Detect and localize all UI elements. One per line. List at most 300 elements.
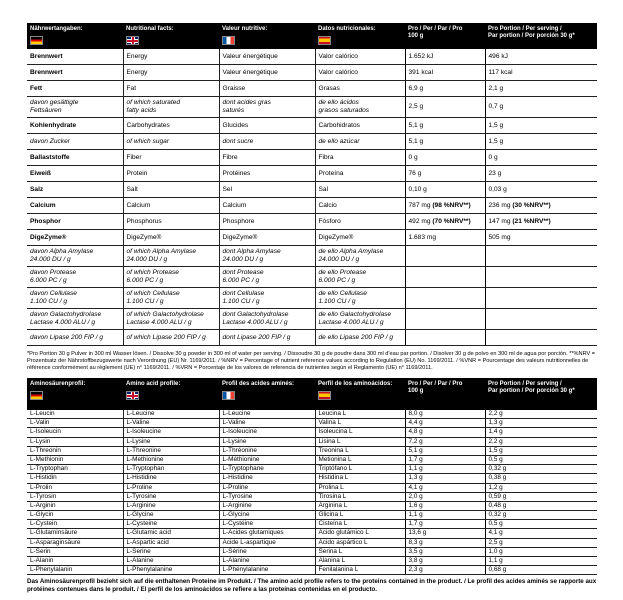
nutrition-cell-text: de ello Galactohydrolase Lactase 4.000 ALU / g — [318, 311, 392, 326]
amino-cell: 3,8 g — [405, 557, 485, 566]
amino-cell: Treonina L — [315, 446, 405, 455]
nutrition-cell-text: of which Alpha Amylase 24.000 DU / g — [126, 248, 197, 263]
amino-cell: Histidina L — [315, 474, 405, 483]
nutrition-row — [27, 65, 597, 81]
nutrition-row — [27, 97, 597, 118]
nutrition-cell-text: Kohlenhydrate — [30, 121, 77, 129]
nutrition-cell — [485, 309, 597, 330]
nutrition-cell-text: Valeur énergétique — [222, 68, 278, 76]
nutrition-cell-text: davon Protease 6.000 PC / g — [30, 269, 77, 284]
nutrition-cell-text: of which Lipase 200 FIP / g — [126, 333, 206, 341]
amino-row — [27, 428, 597, 437]
nutrition-row — [27, 198, 597, 214]
amino-cell: L-Serine — [123, 547, 219, 556]
amino-cell: L-Lysin — [27, 437, 123, 446]
nutrition-cell-text: of which Cellulase 1.100 CU / g — [126, 290, 180, 305]
amino-cell: 7,2 g — [405, 437, 485, 446]
nutrition-cell — [123, 182, 219, 198]
nutrition-row — [27, 118, 597, 134]
nutrition-cell — [485, 81, 597, 97]
amino-row — [27, 419, 597, 428]
nutrition-cell — [485, 65, 597, 81]
amino-cell: L-Proline — [219, 483, 315, 492]
nutrition-cell — [315, 309, 405, 330]
amino-cell: 3,5 g — [405, 547, 485, 556]
nutrition-cell — [27, 81, 123, 97]
nutrition-cell-text: of which saturated fatty acids — [126, 99, 181, 114]
amino-row — [27, 446, 597, 455]
nutrition-cell-text: Carbohidratos — [318, 121, 360, 129]
amino-cell: L-Asparaginsäure — [27, 538, 123, 547]
nutrition-cell — [315, 118, 405, 134]
nutrition-cell — [123, 134, 219, 150]
amino-cell: 4,1 g — [485, 529, 597, 538]
amino-header-label: Pro / Per / Par / Pro 100 g — [408, 381, 463, 394]
amino-cell: Acide L-aspartique — [219, 538, 315, 547]
nutrition-cell — [315, 134, 405, 150]
nutrition-cell-text: Valor calórico — [318, 68, 358, 76]
amino-cell: Fenilalanina L — [315, 566, 405, 575]
nutrition-cell-text: de ello azúcar — [318, 137, 360, 145]
amino-row — [27, 566, 597, 575]
nutrition-cell — [219, 134, 315, 150]
nutrition-cell — [27, 182, 123, 198]
nutrition-cell — [485, 330, 597, 346]
nutrition-cell — [485, 230, 597, 246]
nutrition-cell-text: Salz — [30, 185, 44, 193]
nutrition-cell — [27, 118, 123, 134]
amino-cell: 1,1 g — [405, 511, 485, 520]
nutrition-cell — [27, 267, 123, 288]
nutrition-cell-text: Protéines — [222, 169, 251, 177]
amino-cell: L-Histidine — [219, 474, 315, 483]
nutrition-cell-text: Sel — [222, 185, 233, 193]
amino-cell: L-Sérine — [219, 547, 315, 556]
amino-cell: 2,0 g — [405, 492, 485, 501]
nutrition-cell-text: Fett — [30, 84, 43, 92]
amino-cell: 1,4 g — [485, 428, 597, 437]
amino-cell: L-Arginine — [219, 501, 315, 510]
amino-cell: 2,2 g — [485, 437, 597, 446]
nutrition-cell-text: 6,9 g — [408, 84, 424, 92]
amino-cell: 0,48 g — [485, 501, 597, 510]
amino-row — [27, 520, 597, 529]
nutrition-cell — [405, 134, 485, 150]
amino-header-cell — [405, 378, 485, 410]
nutrition-header-label: Nährwertangaben: — [30, 26, 83, 32]
nutrition-cell — [315, 150, 405, 166]
amino-cell: Arginina L — [315, 501, 405, 510]
nutrition-document — [27, 23, 597, 594]
nutrition-header-label: Valeur nutritive: — [222, 26, 268, 32]
amino-row — [27, 483, 597, 492]
nutrition-cell — [315, 267, 405, 288]
nrv-percent: (21 %NRV**) — [512, 217, 551, 225]
nutrition-cell — [485, 182, 597, 198]
amino-header-row — [27, 378, 597, 410]
nutrition-cell — [123, 214, 219, 230]
amino-cell: Valina L — [315, 419, 405, 428]
nutrition-cell — [123, 118, 219, 134]
nutrition-cell — [405, 166, 485, 182]
nutrition-cell-text: 505 mg — [488, 233, 511, 241]
amino-cell: 0,5 g — [485, 520, 597, 529]
nutrition-cell — [27, 309, 123, 330]
amino-cell: 2,5 g — [485, 538, 597, 547]
nutrition-cell-text: DigeZyme® — [126, 233, 162, 241]
amino-cell: L-Alanine — [219, 557, 315, 566]
nutrition-cell-text: dont Lipase 200 FIP / g — [222, 333, 291, 341]
nutrition-cell-text: Fibre — [222, 153, 238, 161]
amino-row — [27, 437, 597, 446]
nutrition-cell — [219, 118, 315, 134]
nutrition-cell — [405, 246, 485, 267]
amino-cell: 5,1 g — [405, 446, 485, 455]
nutrition-cell — [485, 267, 597, 288]
nutrition-cell — [219, 97, 315, 118]
nutrition-cell — [123, 288, 219, 309]
nutrition-cell-text: of which Galactohydrolase Lactase 4.000 ALU / g — [126, 311, 204, 326]
amino-cell: L-Tryptophan — [27, 465, 123, 474]
nutrition-cell — [405, 65, 485, 81]
nutrition-cell — [485, 134, 597, 150]
nutrition-cell — [315, 97, 405, 118]
amino-cell: 2,2 g — [485, 410, 597, 419]
nutrition-cell-text: Carbohydrates — [126, 121, 170, 129]
nutrition-cell — [405, 214, 485, 230]
amino-cell: 1,3 g — [485, 419, 597, 428]
amino-cell: L-Valin — [27, 419, 123, 428]
amino-cell: L-Histidin — [27, 474, 123, 483]
nutrition-cell — [27, 246, 123, 267]
nutrition-cell-text: davon Cellulase 1.100 CU / g — [30, 290, 77, 305]
nutrition-cell — [219, 182, 315, 198]
nutrition-cell-text: DigeZyme® — [318, 233, 354, 241]
nutrition-cell — [405, 118, 485, 134]
amino-cell: 1,2 g — [485, 483, 597, 492]
amino-header-label: Pro Portion / Per serving / Par portion / Por porción 30 g* — [488, 381, 575, 394]
amino-cell: Alanina L — [315, 557, 405, 566]
amino-cell: 4,1 g — [405, 483, 485, 492]
nutrition-cell-text: Valeur énergétique — [222, 52, 278, 60]
amino-cell: L-Arginine — [123, 501, 219, 510]
nutrition-cell — [405, 330, 485, 346]
nutrition-row — [27, 182, 597, 198]
amino-cell: 2,3 g — [405, 566, 485, 575]
nutrition-cell — [485, 288, 597, 309]
nutrition-cell — [405, 267, 485, 288]
nutrition-cell — [27, 166, 123, 182]
amino-cell: 1,7 g — [405, 455, 485, 464]
amino-cell: L-Acides glutamiques — [219, 529, 315, 538]
nutrition-cell — [219, 150, 315, 166]
nutrition-cell-text: Phosphorus — [126, 217, 162, 225]
amino-cell: L-Threonin — [27, 446, 123, 455]
nutrition-header-cell — [123, 23, 219, 49]
nutrition-cell — [27, 49, 123, 65]
nutrition-cell-text: de ello Lipase 200 FIP / g — [318, 333, 394, 341]
nutrition-header-cell — [315, 23, 405, 49]
amino-cell: Serina L — [315, 547, 405, 556]
amino-row — [27, 501, 597, 510]
nutrition-cell-text: Proteína — [318, 169, 344, 177]
amino-cell: L-Alanine — [123, 557, 219, 566]
nutrition-cell — [485, 166, 597, 182]
amino-cell: L-Glycine — [123, 511, 219, 520]
nutrition-cell-text: Eiweiß — [30, 169, 51, 177]
nutrition-cell-text: 1,5 g — [488, 121, 504, 129]
nutrition-cell — [315, 198, 405, 214]
amino-header-label: Amino acid profile: — [126, 381, 181, 387]
amino-cell: Ácido aspártico L — [315, 538, 405, 547]
nutrition-cell — [315, 230, 405, 246]
nutrition-row — [27, 246, 597, 267]
nutrition-cell — [315, 330, 405, 346]
amino-cell: L-Isoleucine — [219, 428, 315, 437]
nutrition-cell-text: davon gesättigte Fettsäuren — [30, 99, 79, 114]
flag-es-icon — [318, 391, 331, 400]
nutrition-cell-text: Calcium — [222, 201, 247, 209]
nutrition-cell — [123, 198, 219, 214]
nutrition-cell-text: Grasas — [318, 84, 340, 92]
nutrition-cell — [219, 309, 315, 330]
nutrition-row — [27, 267, 597, 288]
amino-row — [27, 538, 597, 547]
amino-cell: 0,5 g — [485, 455, 597, 464]
nutrition-cell-text: Brennwert — [30, 52, 63, 60]
amino-cell: L-Lysine — [123, 437, 219, 446]
flag-es-icon — [318, 36, 331, 45]
amino-cell: L-Cystéine — [219, 520, 315, 529]
amino-cell: Leucina L — [315, 410, 405, 419]
amino-cell: L-Glycine — [219, 511, 315, 520]
amino-cell: 8,3 g — [405, 538, 485, 547]
amino-cell: L-Leucin — [27, 410, 123, 419]
amino-cell: L-Lysine — [219, 437, 315, 446]
amino-cell: 4,8 g — [405, 428, 485, 437]
nutrition-body — [27, 49, 597, 346]
nutrition-cell-text: 391 kcal — [408, 68, 434, 76]
nutrition-row — [27, 230, 597, 246]
amino-row — [27, 465, 597, 474]
nutrition-cell — [219, 246, 315, 267]
amino-cell: L-Proline — [123, 483, 219, 492]
nutrition-cell — [315, 65, 405, 81]
nutrition-cell-text: Salt — [126, 185, 138, 193]
nutrition-cell-text: 117 kcal — [488, 68, 513, 76]
nutrition-cell — [123, 330, 219, 346]
amino-cell: L-Phénylalanine — [219, 566, 315, 575]
nutrition-cell-text: 0 g — [408, 153, 418, 161]
nutrition-cell — [219, 81, 315, 97]
nutrition-cell-text: of which sugar — [126, 137, 170, 145]
nutrition-cell-text: of which Protease 6.000 PC / g — [126, 269, 179, 284]
nutrition-row — [27, 166, 597, 182]
amino-cell: L-Valine — [219, 419, 315, 428]
nutrition-cell — [315, 214, 405, 230]
nutrition-cell — [485, 198, 597, 214]
nrv-percent: (70 %NRV**) — [432, 217, 471, 225]
nutrition-cell-text: de ello Cellulase 1.100 CU / g — [318, 290, 367, 305]
amino-cell: Isoleucina L — [315, 428, 405, 437]
nutrition-cell-text: 496 kJ — [488, 52, 508, 60]
nutrition-cell-text: 787 mg (98 %NRV**) — [408, 201, 471, 209]
nutrition-header-label: Pro / Per / Par / Pro 100 g — [408, 26, 463, 39]
nutrition-cell — [219, 65, 315, 81]
flag-de-icon — [30, 391, 43, 400]
amino-cell: 13,6 g — [405, 529, 485, 538]
nutrition-row — [27, 309, 597, 330]
nutrition-cell — [27, 150, 123, 166]
flag-uk-icon — [126, 391, 139, 400]
amino-cell: L-Isoleucin — [27, 428, 123, 437]
nutrition-cell-text: 2,5 g — [408, 103, 424, 110]
nutrition-cell — [405, 198, 485, 214]
nutrition-cell — [405, 49, 485, 65]
flag-de-icon — [30, 36, 43, 45]
nutrition-cell-text: 492 mg (70 %NRV**) — [408, 217, 471, 225]
nutrition-cell-text: dont sucre — [222, 137, 254, 145]
amino-header-cell — [485, 378, 597, 410]
nutrition-cell-text: Graisse — [222, 84, 246, 92]
footnote: *Pro Portion 30 g Pulver in 300 ml Wasser lösen. / Dissolve 30 g powder in 300 ml of water per serving. / Dissoudre 30 g de poudre dans 300 ml d'eau par portion. / Disolver 30 g de polvo en 300 ml de agua por porción. **%NRV = Prozentsatz der Nährstoffbezugswerte nach Verordnung (EU) Nr. 1169/2011. / %NRV = Percentage of nutrient reference values according to Regulation (EU) No. 1169/2011. / %VNR = Pourcentage des valeurs nutritionnelles de référence conformément au règlement (UE) n° 1169/2011. / %VRN = Porcentaje de los valores de referencia de nutrientes según el Reglamento (UE) n° 1169/2011. — [27, 351, 596, 371]
amino-cell: L-Phenylalanine — [123, 566, 219, 575]
nutrition-cell-text: dont Cellulase 1.100 CU / g — [222, 290, 265, 305]
nutrition-cell — [315, 182, 405, 198]
nutrition-cell — [405, 288, 485, 309]
nutrition-cell — [123, 230, 219, 246]
nutrition-cell-text: 0,10 g — [408, 185, 427, 193]
nutrition-header-cell — [219, 23, 315, 49]
nutrition-cell — [315, 246, 405, 267]
amino-cell: Glicina L — [315, 511, 405, 520]
nutrition-cell — [315, 49, 405, 65]
amino-cell: L-Cysteine — [123, 520, 219, 529]
nutrition-header-cell — [27, 23, 123, 49]
nutrition-cell-text: 5,1 g — [408, 121, 424, 129]
amino-cell: 4,4 g — [405, 419, 485, 428]
nutrition-cell-text: davon Zucker — [30, 137, 70, 145]
nutrition-row — [27, 330, 597, 346]
amino-cell: Prolina L — [315, 483, 405, 492]
amino-cell: L-Glycin — [27, 511, 123, 520]
nutrition-cell-text: 0,7 g — [488, 103, 504, 110]
amino-header-cell — [123, 378, 219, 410]
nutrition-cell-text: 236 mg (30 %NRV**) — [488, 201, 551, 209]
nutrition-cell — [27, 230, 123, 246]
amino-cell: 1,5 g — [485, 446, 597, 455]
nutrition-cell-text: Energy — [126, 52, 148, 60]
nutrition-cell-text: DigeZyme® — [30, 233, 67, 241]
amino-cell: L-Glutaminsäure — [27, 529, 123, 538]
nutrition-header-label: Pro Portion / Per serving / Par portion / Por porción 30 g* — [488, 26, 575, 39]
nutrition-cell — [27, 288, 123, 309]
nutrition-cell-text: davon Alpha Amylase 24.000 DU / g — [30, 248, 94, 263]
nutrition-cell — [123, 166, 219, 182]
amino-cell: L-Leucine — [219, 410, 315, 419]
amino-cell: Ácido glutámico L — [315, 529, 405, 538]
amino-cell: L-Tyrosin — [27, 492, 123, 501]
amino-cell: L-Methionin — [27, 455, 123, 464]
nutrition-row — [27, 214, 597, 230]
nutrition-cell — [123, 97, 219, 118]
nutrition-cell-text: 0,03 g — [488, 185, 507, 193]
nutrition-cell-text: Fibra — [318, 153, 334, 161]
nutrition-cell-text: Protein — [126, 169, 148, 177]
flag-fr-icon — [222, 36, 235, 45]
amino-row — [27, 474, 597, 483]
amino-row — [27, 492, 597, 501]
amino-row — [27, 410, 597, 419]
nutrition-cell — [27, 65, 123, 81]
nutrition-row — [27, 49, 597, 65]
nutrition-cell-text: Glucides — [222, 121, 249, 129]
nutrition-cell-text: Fósforo — [318, 217, 341, 225]
nutrition-cell-text: dont Protease 6.000 PC / g — [222, 269, 264, 284]
amino-cell: Cisteína L — [315, 520, 405, 529]
amino-cell: L-Tryptophane — [219, 465, 315, 474]
amino-cell: L-Leucine — [123, 410, 219, 419]
amino-cell: L-Serin — [27, 547, 123, 556]
amino-cell: 0,38 g — [485, 474, 597, 483]
amino-cell: L-Tyrosine — [123, 492, 219, 501]
amino-cell: 1,1 g — [485, 557, 597, 566]
amino-row — [27, 511, 597, 520]
amino-header-cell — [27, 378, 123, 410]
amino-cell: Tirosina L — [315, 492, 405, 501]
nutrition-cell-text: 1,5 g — [488, 137, 504, 145]
nutrition-cell — [219, 288, 315, 309]
nutrition-cell — [485, 118, 597, 134]
nutrition-cell-text: Fat — [126, 84, 137, 92]
nutrition-cell — [219, 230, 315, 246]
nutrition-cell — [219, 166, 315, 182]
amino-cell: L-Prolin — [27, 483, 123, 492]
amino-cell: 0,32 g — [485, 511, 597, 520]
nutrition-cell — [27, 198, 123, 214]
nutrition-cell-text: 76 g — [408, 169, 422, 177]
amino-cell: 0,32 g — [485, 465, 597, 474]
amino-cell: Metionina L — [315, 455, 405, 464]
amino-cell: L-Histidine — [123, 474, 219, 483]
nutrition-cell — [405, 81, 485, 97]
amino-header-label: Aminosäurenprofil: — [30, 381, 86, 387]
nutrition-cell-text: de ello Alpha Amylase 24.000 DU / g — [318, 248, 384, 263]
amino-cell: L-Tyrosine — [219, 492, 315, 501]
amino-body — [27, 410, 597, 575]
amino-cell: L-Aspartic acid — [123, 538, 219, 547]
nutrition-cell — [219, 330, 315, 346]
nutrition-cell — [315, 166, 405, 182]
nutrition-row — [27, 134, 597, 150]
nutrition-cell — [123, 246, 219, 267]
nutrition-cell-text: 0 g — [488, 153, 498, 161]
nutrition-cell — [123, 81, 219, 97]
nutrition-header-cell — [405, 23, 485, 49]
amino-cell: 1,1 g — [405, 465, 485, 474]
nutrition-cell-text: de ello Protease 6.000 PC / g — [318, 269, 367, 284]
nutrition-cell — [485, 246, 597, 267]
amino-cell: 0,68 g — [485, 566, 597, 575]
nutrition-row — [27, 288, 597, 309]
nutrition-cell-text: davon Lipase 200 FIP / g — [30, 333, 104, 341]
amino-cell: 0,59 g — [485, 492, 597, 501]
nutrition-cell — [485, 150, 597, 166]
nutrition-cell — [219, 198, 315, 214]
nutrition-cell — [123, 309, 219, 330]
nutrition-cell-text: Calcio — [318, 201, 337, 209]
nutrition-cell-text: 2,1 g — [488, 84, 504, 92]
